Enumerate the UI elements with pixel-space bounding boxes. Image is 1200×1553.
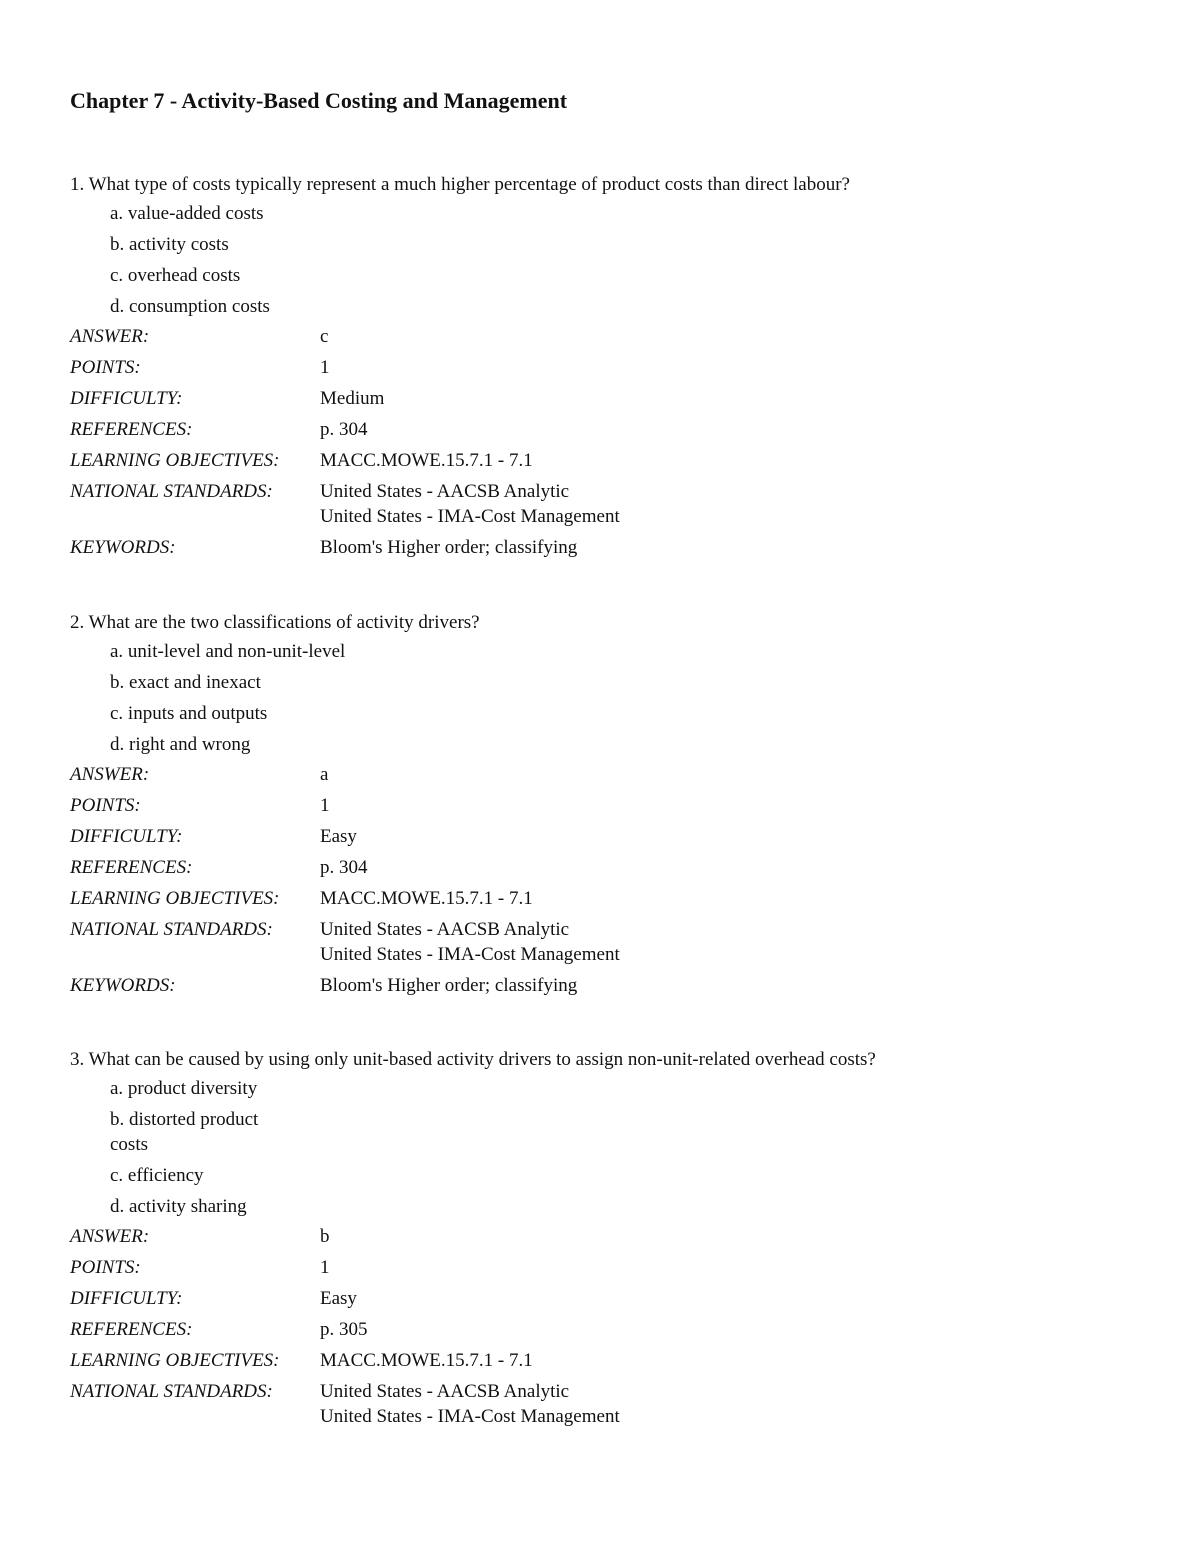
points-label: POINTS: (70, 795, 141, 816)
choice-a: a. value-added costs (110, 203, 264, 224)
points-row (70, 1255, 1130, 1280)
national-standard-2: United States - IMA-Cost Management (320, 506, 620, 527)
answer-value: a (320, 764, 329, 785)
difficulty-label: DIFFICULTY: (70, 1288, 183, 1309)
keywords-label: KEYWORDS: (70, 975, 176, 996)
national-standard-2: United States - IMA-Cost Management (320, 944, 620, 965)
answer-label: ANSWER: (70, 764, 150, 785)
points-row (70, 355, 1130, 380)
references-row (70, 855, 1130, 880)
references-value: p. 305 (320, 1319, 368, 1340)
question-3 (70, 1048, 1130, 1435)
national-standards-value (320, 917, 620, 967)
learning-objectives-value: MACC.MOWE.15.7.1 - 7.1 (320, 1350, 533, 1371)
keywords-label: KEYWORDS: (70, 537, 176, 558)
answer-row (70, 1224, 1130, 1249)
national-standards-value (320, 479, 620, 529)
choice-c: c. overhead costs (110, 265, 241, 286)
question-metadata (70, 324, 1130, 560)
learning-objectives-label: LEARNING OBJECTIVES: (70, 888, 280, 909)
choice-d: d. activity sharing (110, 1196, 247, 1217)
question-metadata (70, 1224, 1130, 1429)
difficulty-row (70, 386, 1130, 411)
answer-choices (110, 201, 350, 319)
choice-d: d. consumption costs (110, 296, 270, 317)
learning-objectives-value: MACC.MOWE.15.7.1 - 7.1 (320, 888, 533, 909)
references-row (70, 1317, 1130, 1342)
question-stem: 1. What type of costs typically represent a much higher percentage of product costs than direct labour? (70, 174, 850, 195)
national-standard-1: United States - AACSB Analytic (320, 1381, 570, 1402)
answer-value: b (320, 1226, 330, 1247)
learning-objectives-row (70, 886, 1130, 911)
difficulty-row (70, 824, 1130, 849)
question-1 (70, 173, 1130, 566)
points-value: 1 (320, 357, 330, 378)
chapter-title: Chapter 7 - Activity-Based Costing and Management (70, 88, 568, 113)
difficulty-row (70, 1286, 1130, 1311)
national-standard-2: United States - IMA-Cost Management (320, 1406, 620, 1427)
choice-a: a. product diversity (110, 1078, 258, 1099)
points-label: POINTS: (70, 1257, 141, 1278)
points-value: 1 (320, 1257, 330, 1278)
choice-c: c. inputs and outputs (110, 703, 268, 724)
answer-label: ANSWER: (70, 1226, 150, 1247)
question-metadata (70, 762, 1130, 998)
answer-row (70, 762, 1130, 787)
learning-objectives-label: LEARNING OBJECTIVES: (70, 450, 280, 471)
references-label: REFERENCES: (70, 1319, 193, 1340)
learning-objectives-row (70, 1348, 1130, 1373)
references-value: p. 304 (320, 857, 368, 878)
learning-objectives-row (70, 448, 1130, 473)
answer-choices (110, 639, 350, 757)
national-standards-value (320, 1379, 620, 1429)
keywords-row (70, 973, 1130, 998)
learning-objectives-label: LEARNING OBJECTIVES: (70, 1350, 280, 1371)
choice-a: a. unit-level and non-unit-level (110, 641, 346, 662)
learning-objectives-value: MACC.MOWE.15.7.1 - 7.1 (320, 450, 533, 471)
national-standards-label: NATIONAL STANDARDS: (70, 1381, 273, 1402)
question-2 (70, 611, 1130, 1004)
keywords-value: Bloom's Higher order; classifying (320, 975, 578, 996)
national-standards-row (70, 479, 1130, 529)
difficulty-value: Medium (320, 388, 385, 409)
answer-value: c (320, 326, 329, 347)
national-standards-label: NATIONAL STANDARDS: (70, 919, 273, 940)
choice-d: d. right and wrong (110, 734, 251, 755)
answer-choices (110, 1076, 350, 1219)
question-stem: 2. What are the two classifications of activity drivers? (70, 612, 480, 633)
references-label: REFERENCES: (70, 419, 193, 440)
answer-label: ANSWER: (70, 326, 150, 347)
answer-row (70, 324, 1130, 349)
difficulty-value: Easy (320, 826, 357, 847)
difficulty-label: DIFFICULTY: (70, 388, 183, 409)
choice-b: b. exact and inexact (110, 672, 261, 693)
references-row (70, 417, 1130, 442)
keywords-value: Bloom's Higher order; classifying (320, 537, 578, 558)
national-standards-label: NATIONAL STANDARDS: (70, 481, 273, 502)
points-row (70, 793, 1130, 818)
points-label: POINTS: (70, 357, 141, 378)
keywords-row (70, 535, 1130, 560)
choice-b: b. activity costs (110, 234, 229, 255)
national-standards-row (70, 917, 1130, 967)
question-stem: 3. What can be caused by using only unit-based activity drivers to assign non-unit-related overhead costs? (70, 1049, 876, 1070)
references-value: p. 304 (320, 419, 368, 440)
national-standard-1: United States - AACSB Analytic (320, 481, 570, 502)
references-label: REFERENCES: (70, 857, 193, 878)
points-value: 1 (320, 795, 330, 816)
choice-b: b. distorted product costs (110, 1109, 259, 1155)
national-standard-1: United States - AACSB Analytic (320, 919, 570, 940)
difficulty-value: Easy (320, 1288, 357, 1309)
choice-c: c. efficiency (110, 1165, 204, 1186)
national-standards-row (70, 1379, 1130, 1429)
difficulty-label: DIFFICULTY: (70, 826, 183, 847)
